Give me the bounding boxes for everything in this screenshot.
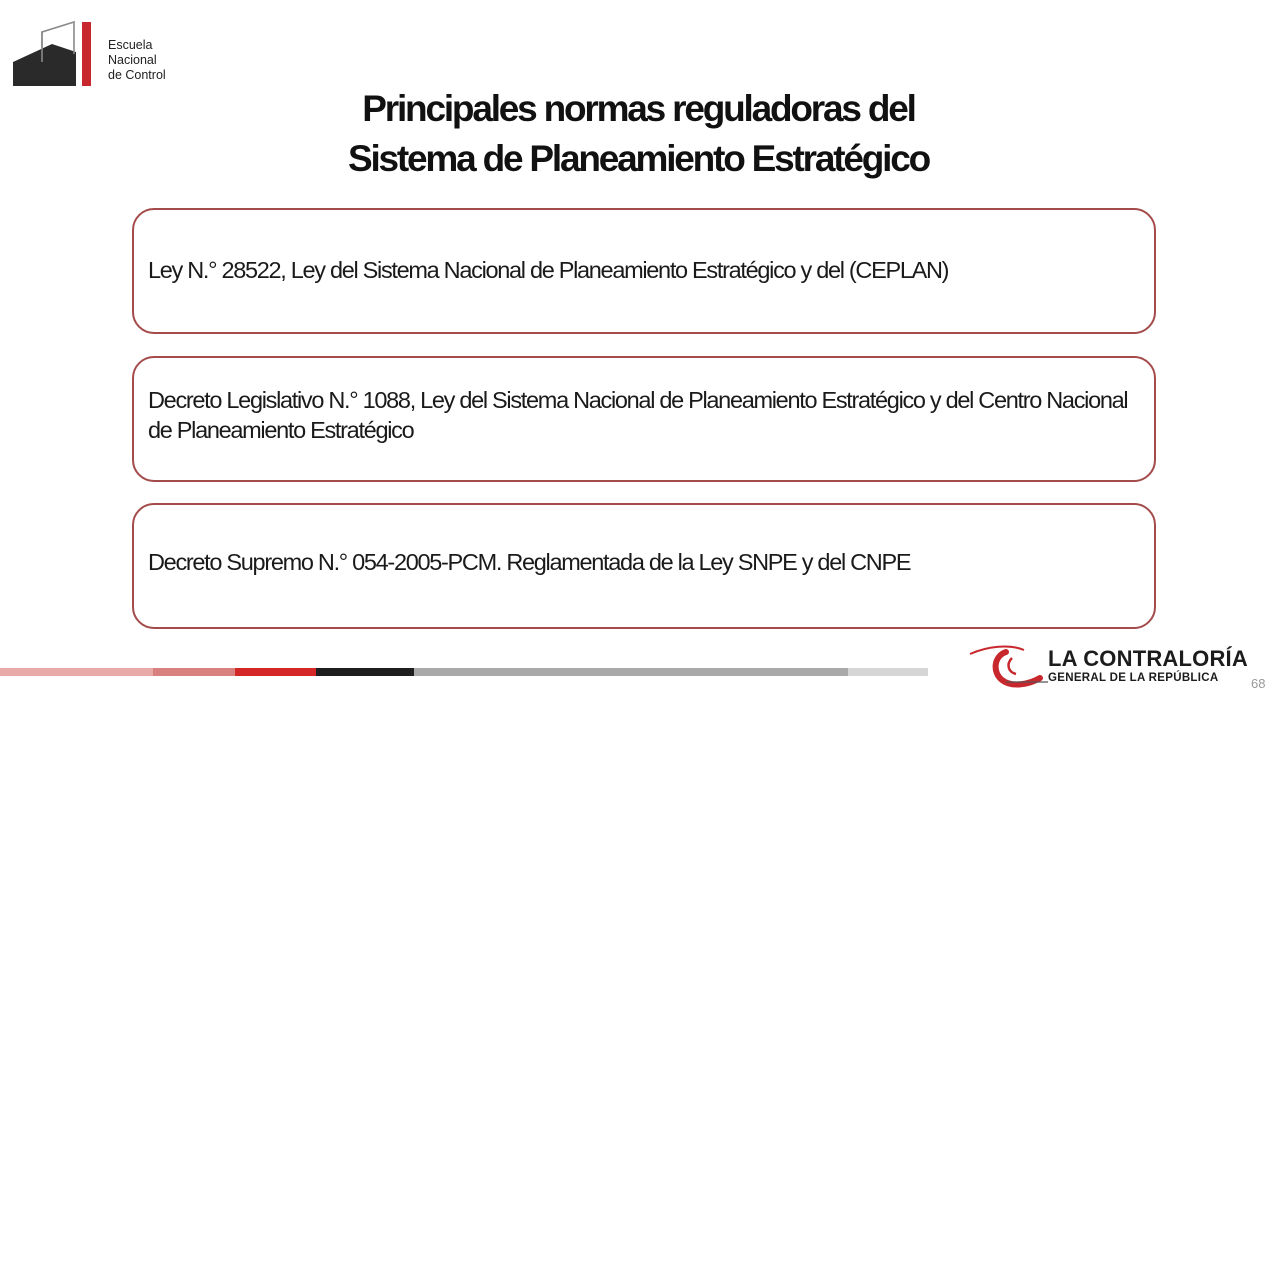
stripe-segment — [848, 668, 928, 676]
stripe-segment — [235, 668, 316, 676]
norm-text-1: Ley N.° 28522, Ley del Sistema Nacional de Planeamiento Estratégico y del (CEPLAN) — [148, 257, 949, 283]
norm-card-2 — [132, 356, 1156, 482]
norm-card-1 — [132, 208, 1156, 334]
slide-title-line-1: Principales normas reguladoras del — [362, 88, 915, 129]
stripe-segment — [153, 668, 235, 676]
contraloria-subtitle: GENERAL DE LA REPÚBLICA — [1048, 672, 1219, 684]
escuela-logo-line-3: de Control — [108, 68, 166, 82]
slide-title-line-2: Sistema de Planeamiento Estratégico — [347, 138, 929, 179]
page-number: 68 — [1251, 676, 1266, 691]
footer-color-stripe — [0, 668, 928, 676]
escuela-logo-text — [108, 38, 166, 83]
norm-text-2: Decreto Legislativo N.° 1088, Ley del Sistema Nacional de Planeamiento Estratégico y del Centro Nacional de Planeamiento Estratégico — [148, 387, 1128, 443]
stripe-segment — [0, 668, 153, 676]
norm-text-3: Decreto Supremo N.° 054-2005-PCM. Reglamentada de la Ley SNPE y del CNPE — [148, 549, 911, 575]
stripe-segment — [414, 668, 848, 676]
escuela-logo-line-1: Escuela — [108, 38, 153, 52]
building-icon — [12, 18, 108, 90]
escuela-nacional-logo — [12, 18, 172, 90]
norm-card-3 — [132, 503, 1156, 629]
stripe-segment — [316, 668, 414, 676]
contraloria-logo — [966, 638, 1266, 692]
escuela-logo-line-2: Nacional — [108, 53, 157, 67]
slide-title — [0, 84, 1277, 184]
contraloria-swoosh-icon — [966, 638, 1048, 692]
contraloria-name: LA CONTRALORÍA — [1048, 646, 1248, 671]
